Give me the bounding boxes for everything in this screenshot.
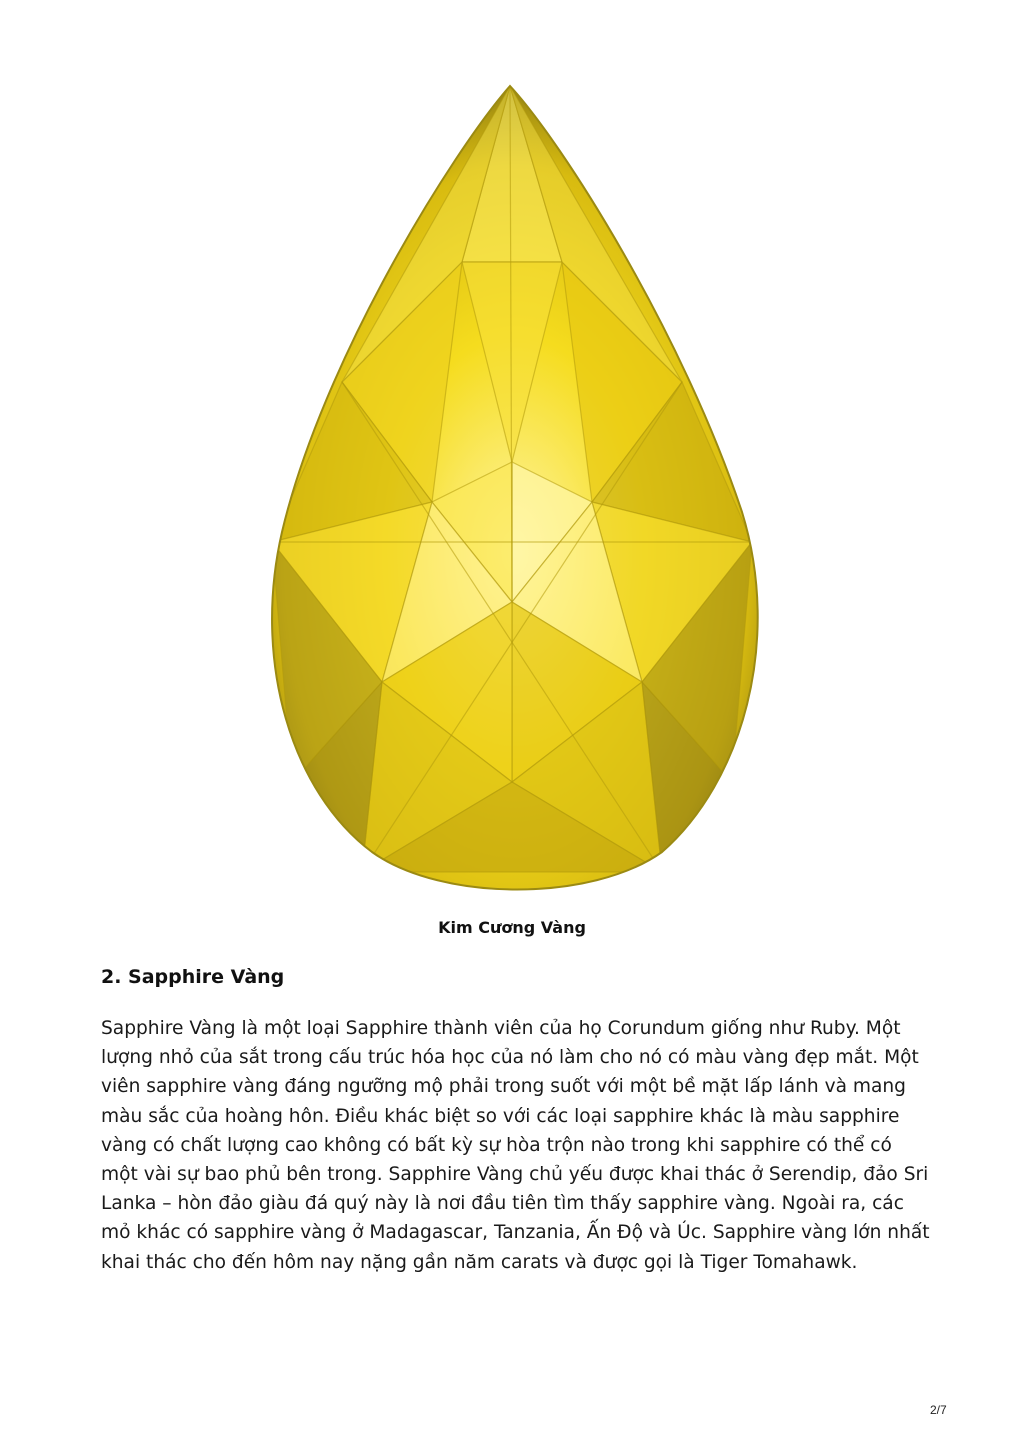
yellow-diamond-illustration [262,82,762,894]
section-heading: 2. Sapphire Vàng [101,966,285,988]
gem-image [262,82,762,894]
body-paragraph: Sapphire Vàng là một loại Sapphire thành viên của họ Corundum giống như Ruby. Một lượng nhỏ của sắt trong cấu trúc hóa học của nó làm cho nó có màu vàng đẹp mắt. Một viên sapphire vàng đáng ngưỡng mộ phải trong suốt với một bề mặt lấp lánh và mang màu sắc của hoàng hôn. Điều khác biệt so với các loại sapphire khác là màu sapphire vàng có chất lượng cao không có bất kỳ sự hòa trộn nào trong khi sapphire có thể có một vài sự bao phủ bên trong. Sapphire Vàng chủ yếu được khai thác ở Serendip, đảo Sri Lanka – hòn đảo giàu đá quý này là nơi đầu tiên tìm thấy sapphire vàng. Ngoài ra, các mỏ khác có sapphire vàng ở Madagascar, Tanzania, Ấn Độ và Úc. Sapphire vàng lớn nhất khai thác cho đến hôm nay nặng gần năm carats và được gọi là Tiger Tomahawk. [101,1018,930,1273]
page-number: 2/7 [930,1403,947,1417]
figure-caption: Kim Cương Vàng [438,918,586,937]
